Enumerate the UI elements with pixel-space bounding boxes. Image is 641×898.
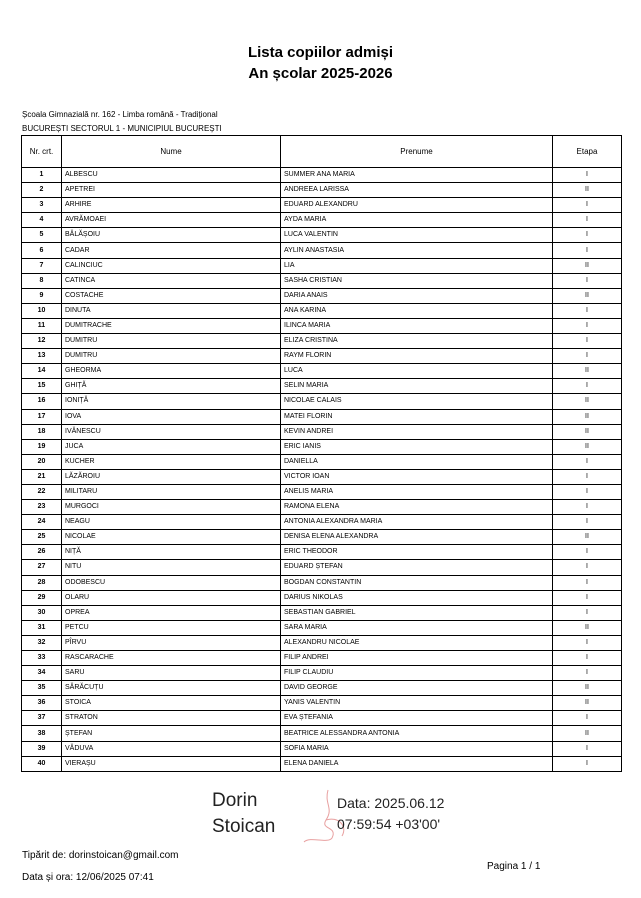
cell-etapa: II	[553, 409, 622, 424]
cell-nume: IONIȚĂ	[62, 394, 281, 409]
cell-nr: 28	[22, 575, 62, 590]
cell-nr: 19	[22, 439, 62, 454]
cell-prenume: RAYM FLORIN	[281, 349, 553, 364]
cell-etapa: I	[553, 575, 622, 590]
cell-etapa: II	[553, 288, 622, 303]
cell-prenume: DARIUS NIKOLAS	[281, 590, 553, 605]
cell-nr: 7	[22, 258, 62, 273]
cell-prenume: LUCA	[281, 364, 553, 379]
cell-nr: 29	[22, 590, 62, 605]
cell-nume: DINUTA	[62, 303, 281, 318]
cell-prenume: DAVID GEORGE	[281, 681, 553, 696]
col-header-nume: Nume	[62, 136, 281, 168]
cell-etapa: II	[553, 364, 622, 379]
cell-prenume: ANELIS MARIA	[281, 484, 553, 499]
cell-etapa: I	[553, 243, 622, 258]
cell-prenume: ANA KARINA	[281, 303, 553, 318]
cell-prenume: SELIN MARIA	[281, 379, 553, 394]
cell-prenume: AYDA MARIA	[281, 213, 553, 228]
cell-nume: SARU	[62, 666, 281, 681]
cell-etapa: I	[553, 334, 622, 349]
cell-nume: STOICA	[62, 696, 281, 711]
cell-nume: ȘTEFAN	[62, 726, 281, 741]
cell-etapa: I	[553, 545, 622, 560]
cell-nume: ALBESCU	[62, 168, 281, 183]
cell-prenume: LIA	[281, 258, 553, 273]
cell-prenume: ILINCA MARIA	[281, 318, 553, 333]
admitted-children-table	[21, 135, 622, 772]
cell-prenume: RAMONA ELENA	[281, 500, 553, 515]
cell-nume: ARHIRE	[62, 198, 281, 213]
cell-etapa: II	[553, 726, 622, 741]
table-row	[22, 651, 622, 666]
cell-prenume: AYLIN ANASTASIA	[281, 243, 553, 258]
table-row	[22, 198, 622, 213]
cell-nr: 15	[22, 379, 62, 394]
cell-etapa: I	[553, 666, 622, 681]
cell-nr: 20	[22, 454, 62, 469]
cell-nume: DUMITRACHE	[62, 318, 281, 333]
print-datetime: Data și ora: 12/06/2025 07:41	[22, 872, 154, 883]
table-row	[22, 439, 622, 454]
cell-etapa: I	[553, 605, 622, 620]
cell-prenume: FILIP ANDREI	[281, 651, 553, 666]
cell-etapa: I	[553, 228, 622, 243]
cell-etapa: II	[553, 530, 622, 545]
table-row	[22, 183, 622, 198]
table-row	[22, 409, 622, 424]
cell-nr: 8	[22, 273, 62, 288]
cell-nr: 3	[22, 198, 62, 213]
cell-nume: NICOLAE	[62, 530, 281, 545]
table-row	[22, 424, 622, 439]
cell-nr: 5	[22, 228, 62, 243]
table-row	[22, 515, 622, 530]
signature-first-name: Dorin	[212, 790, 258, 811]
cell-etapa: I	[553, 349, 622, 364]
cell-nume: OLARU	[62, 590, 281, 605]
table-row	[22, 635, 622, 650]
signature-date: Data: 2025.06.12	[337, 795, 445, 811]
table-row	[22, 364, 622, 379]
table-row	[22, 243, 622, 258]
table-row	[22, 258, 622, 273]
cell-nume: CATINCA	[62, 273, 281, 288]
cell-nr: 36	[22, 696, 62, 711]
cell-etapa: I	[553, 756, 622, 771]
signature-time: 07:59:54 +03'00'	[337, 816, 441, 832]
cell-nr: 24	[22, 515, 62, 530]
cell-prenume: SARA MARIA	[281, 620, 553, 635]
cell-etapa: II	[553, 394, 622, 409]
cell-nume: SĂRĂCUȚU	[62, 681, 281, 696]
cell-prenume: DANIELLA	[281, 454, 553, 469]
table-row	[22, 696, 622, 711]
cell-prenume: KEVIN ANDREI	[281, 424, 553, 439]
cell-etapa: I	[553, 303, 622, 318]
cell-nume: MILITARU	[62, 484, 281, 499]
table-row	[22, 605, 622, 620]
cell-nr: 16	[22, 394, 62, 409]
cell-prenume: ERIC THEODOR	[281, 545, 553, 560]
table-row	[22, 500, 622, 515]
table-row	[22, 303, 622, 318]
cell-etapa: I	[553, 651, 622, 666]
cell-etapa: I	[553, 711, 622, 726]
cell-nume: KUCHER	[62, 454, 281, 469]
cell-prenume: EVA ȘTEFANIA	[281, 711, 553, 726]
cell-etapa: I	[553, 515, 622, 530]
table-row	[22, 741, 622, 756]
cell-prenume: ANTONIA ALEXANDRA MARIA	[281, 515, 553, 530]
cell-nume: PETCU	[62, 620, 281, 635]
cell-nume: NEAGU	[62, 515, 281, 530]
cell-etapa: I	[553, 560, 622, 575]
cell-etapa: I	[553, 590, 622, 605]
cell-nr: 40	[22, 756, 62, 771]
cell-prenume: DARIA ANAIS	[281, 288, 553, 303]
page-title: Lista copiilor admiși	[247, 44, 394, 61]
table-row	[22, 560, 622, 575]
cell-nr: 31	[22, 620, 62, 635]
table-row	[22, 349, 622, 364]
cell-nume: APETREI	[62, 183, 281, 198]
cell-etapa: II	[553, 681, 622, 696]
cell-etapa: II	[553, 258, 622, 273]
cell-prenume: VICTOR IOAN	[281, 469, 553, 484]
cell-etapa: I	[553, 635, 622, 650]
cell-prenume: DENISA ELENA ALEXANDRA	[281, 530, 553, 545]
cell-nume: CALINCIUC	[62, 258, 281, 273]
table-row	[22, 454, 622, 469]
table-row	[22, 530, 622, 545]
cell-prenume: ELENA DANIELA	[281, 756, 553, 771]
cell-etapa: II	[553, 183, 622, 198]
table-row	[22, 711, 622, 726]
cell-etapa: I	[553, 213, 622, 228]
cell-nume: NITU	[62, 560, 281, 575]
cell-nume: RASCARACHE	[62, 651, 281, 666]
table-row	[22, 756, 622, 771]
cell-etapa: I	[553, 379, 622, 394]
table-row	[22, 620, 622, 635]
cell-prenume: SUMMER ANA MARIA	[281, 168, 553, 183]
table-row	[22, 334, 622, 349]
cell-prenume: ELIZA CRISTINA	[281, 334, 553, 349]
cell-nr: 12	[22, 334, 62, 349]
cell-nr: 10	[22, 303, 62, 318]
cell-prenume: LUCA VALENTIN	[281, 228, 553, 243]
cell-etapa: I	[553, 198, 622, 213]
cell-nr: 27	[22, 560, 62, 575]
printed-by: Tipărit de: dorinstoican@gmail.com	[22, 850, 179, 861]
cell-nr: 33	[22, 651, 62, 666]
cell-nr: 14	[22, 364, 62, 379]
cell-nr: 1	[22, 168, 62, 183]
cell-nume: IOVA	[62, 409, 281, 424]
cell-nume: NIȚĂ	[62, 545, 281, 560]
table-row	[22, 273, 622, 288]
cell-nume: VĂDUVA	[62, 741, 281, 756]
cell-prenume: SOFIA MARIA	[281, 741, 553, 756]
table-row	[22, 575, 622, 590]
cell-nume: IVĂNESCU	[62, 424, 281, 439]
cell-etapa: II	[553, 439, 622, 454]
cell-etapa: I	[553, 318, 622, 333]
table-row	[22, 228, 622, 243]
cell-etapa: I	[553, 469, 622, 484]
cell-prenume: ALEXANDRU NICOLAE	[281, 635, 553, 650]
cell-nr: 23	[22, 500, 62, 515]
cell-nr: 6	[22, 243, 62, 258]
cell-prenume: EDUARD ȘTEFAN	[281, 560, 553, 575]
cell-etapa: I	[553, 741, 622, 756]
cell-etapa: II	[553, 424, 622, 439]
table-row	[22, 666, 622, 681]
cell-nr: 22	[22, 484, 62, 499]
cell-nr: 39	[22, 741, 62, 756]
table-row	[22, 318, 622, 333]
cell-etapa: II	[553, 696, 622, 711]
cell-etapa: I	[553, 168, 622, 183]
col-header-etapa: Etapa	[553, 136, 622, 168]
cell-nume: GHIȚĂ	[62, 379, 281, 394]
cell-prenume: YANIS VALENTIN	[281, 696, 553, 711]
table-row	[22, 288, 622, 303]
table-row	[22, 213, 622, 228]
cell-nr: 9	[22, 288, 62, 303]
cell-etapa: II	[553, 620, 622, 635]
signature-last-name: Stoican	[212, 816, 276, 837]
cell-nume: COSTACHE	[62, 288, 281, 303]
table-row	[22, 394, 622, 409]
table-row	[22, 168, 622, 183]
page-subtitle: An școlar 2025-2026	[248, 65, 393, 82]
cell-prenume: FILIP CLAUDIU	[281, 666, 553, 681]
cell-nume: AVRĂMOAEI	[62, 213, 281, 228]
cell-nr: 35	[22, 681, 62, 696]
cell-nr: 11	[22, 318, 62, 333]
cell-nr: 21	[22, 469, 62, 484]
cell-nume: DUMITRU	[62, 334, 281, 349]
page-number: Pagina 1 / 1	[487, 861, 541, 872]
table-row	[22, 469, 622, 484]
table-row	[22, 681, 622, 696]
table-row	[22, 726, 622, 741]
table-row	[22, 379, 622, 394]
cell-nr: 37	[22, 711, 62, 726]
table-header-row	[22, 136, 622, 168]
cell-nume: STRATON	[62, 711, 281, 726]
table-row	[22, 484, 622, 499]
cell-etapa: I	[553, 484, 622, 499]
cell-prenume: MATEI FLORIN	[281, 409, 553, 424]
cell-nr: 30	[22, 605, 62, 620]
cell-etapa: I	[553, 500, 622, 515]
cell-nume: CADAR	[62, 243, 281, 258]
cell-nume: JUCA	[62, 439, 281, 454]
cell-nume: MURGOCI	[62, 500, 281, 515]
cell-nr: 26	[22, 545, 62, 560]
cell-nume: LĂZĂROIU	[62, 469, 281, 484]
cell-nr: 13	[22, 349, 62, 364]
cell-nr: 2	[22, 183, 62, 198]
cell-nr: 17	[22, 409, 62, 424]
cell-prenume: BOGDAN CONSTANTIN	[281, 575, 553, 590]
cell-prenume: BEATRICE ALESSANDRA ANTONIA	[281, 726, 553, 741]
cell-nr: 38	[22, 726, 62, 741]
col-header-prenume: Prenume	[281, 136, 553, 168]
cell-etapa: I	[553, 273, 622, 288]
cell-nume: PÎRVU	[62, 635, 281, 650]
cell-nr: 34	[22, 666, 62, 681]
cell-nume: BĂLĂȘOIU	[62, 228, 281, 243]
cell-nr: 25	[22, 530, 62, 545]
cell-nr: 32	[22, 635, 62, 650]
school-name: Școala Gimnazială nr. 162 - Limba română - Tradițional	[22, 110, 218, 119]
school-location: BUCUREȘTI SECTORUL 1 - MUNICIPIUL BUCUREȘTI	[22, 124, 222, 133]
col-header-nr: Nr. crt.	[22, 136, 62, 168]
cell-prenume: SASHA CRISTIAN	[281, 273, 553, 288]
cell-nume: GHEORMA	[62, 364, 281, 379]
table-row	[22, 545, 622, 560]
cell-etapa: I	[553, 454, 622, 469]
cell-prenume: ERIC IANIS	[281, 439, 553, 454]
cell-nr: 18	[22, 424, 62, 439]
cell-nume: DUMITRU	[62, 349, 281, 364]
cell-prenume: SEBASTIAN GABRIEL	[281, 605, 553, 620]
cell-nume: VIERAȘU	[62, 756, 281, 771]
cell-prenume: ANDREEA LARISSA	[281, 183, 553, 198]
cell-prenume: NICOLAE CALAIS	[281, 394, 553, 409]
table-row	[22, 590, 622, 605]
cell-prenume: EDUARD ALEXANDRU	[281, 198, 553, 213]
cell-nume: ODOBESCU	[62, 575, 281, 590]
cell-nr: 4	[22, 213, 62, 228]
cell-nume: OPREA	[62, 605, 281, 620]
